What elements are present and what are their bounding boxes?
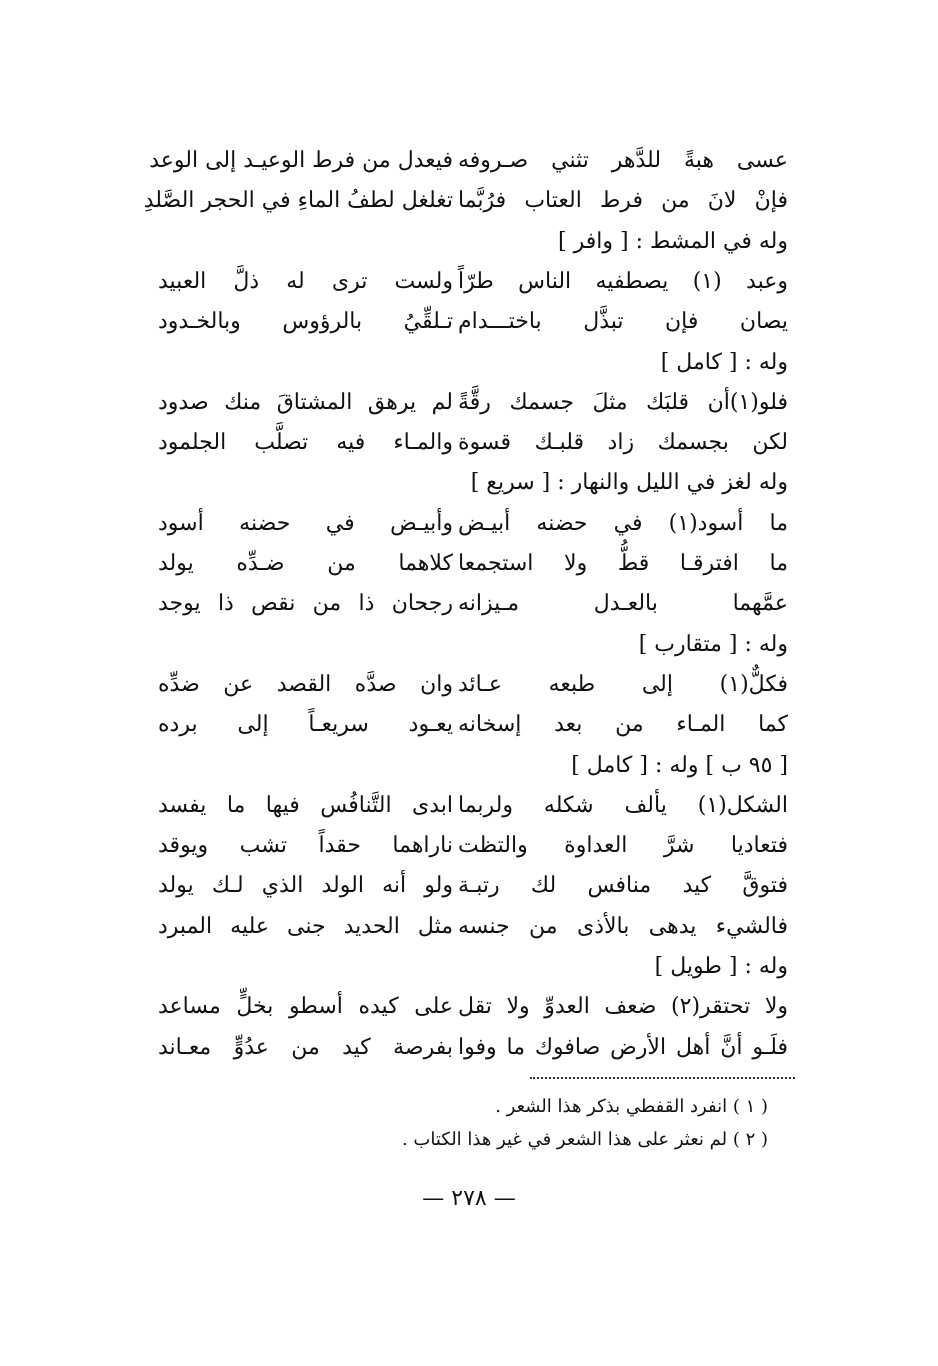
- footnote-2: ( ٢ ) لم نعثر على هذا الشعر في غير هذا الكتاب .: [401, 1129, 768, 1150]
- verse-second-hemistich: لم يرهق المشتاقَ منك صدود: [158, 390, 453, 415]
- verse-first-hemistich: فلو(١)أن قلبَك مثلَ جسمك رقَّةً: [458, 390, 788, 415]
- verse-first-hemistich: ما افترقـا قطُّ ولا استجمعا: [458, 551, 788, 576]
- poem-heading: وله : [ متقارب ]: [638, 632, 788, 657]
- poem-heading: وله في المشط : [ وافر ]: [558, 229, 788, 254]
- verse-first-hemistich: فالشيء يدهى بالأذى من جنسه: [458, 914, 788, 939]
- page-number: — ٢٧٨ —: [422, 1186, 516, 1211]
- verse-first-hemistich: فإنْ لانَ من فرط العتاب فرُبَّما: [458, 188, 788, 213]
- verse-first-hemistich: فلَـو أنَّ أهل الأرض صافوك ما وفوا: [458, 1035, 788, 1060]
- verse-first-hemistich: فتعاديا شرَّ العداوة والتظت: [458, 833, 788, 858]
- poem-heading: [ ٩٥ ب ] وله : [ كامل ]: [571, 753, 788, 778]
- footnote-1: ( ١ ) انفرد القفطي بذكر هذا الشعر .: [495, 1096, 768, 1117]
- footnote-separator: [530, 1077, 795, 1079]
- verse-first-hemistich: ما أسود(١) في حضنه أبيـض: [458, 511, 788, 536]
- verse-first-hemistich: لكن بجسمك زاد قلبـك قسوة: [458, 430, 788, 455]
- verse-first-hemistich: فكلٌّ(١) إلى طبعه عـائد: [458, 672, 788, 697]
- verse-second-hemistich: مثل الحديد جنى عليه المبرد: [158, 914, 453, 939]
- verse-first-hemistich: الشكل(١) يألف شكله ولربما: [458, 793, 788, 818]
- verse-second-hemistich: ولو أنه الولد الذي لـك يولد: [158, 873, 453, 898]
- verse-second-hemistich: بفرصة كيد من عدُوٍّ معـاند: [158, 1035, 453, 1060]
- verse-second-hemistich: فيعدل من فرط الوعيـد إلى الوعد: [149, 148, 453, 173]
- verse-first-hemistich: فتوقَّ كيد منافس لك رتبـة: [458, 873, 788, 898]
- poem-heading: وله : [ كامل ]: [660, 350, 788, 375]
- verse-first-hemistich: عمَّهما بالعـدل مـيزانه: [458, 591, 788, 616]
- verse-second-hemistich: تـلقِّيُ بالرؤوس وبالخـدود: [158, 309, 453, 334]
- verse-second-hemistich: رجحان ذا من نقص ذا يوجد: [158, 591, 453, 616]
- verse-second-hemistich: ناراهما حقداً تشب ويوقد: [158, 833, 453, 858]
- verse-first-hemistich: عسى هبةً للدَّهر تثني صـروفه: [458, 148, 788, 173]
- poem-heading: وله لغز في الليل والنهار : [ سريع ]: [470, 470, 788, 495]
- verse-second-hemistich: ابدى التَّنافُس فيها ما يفسد: [158, 793, 453, 818]
- verse-second-hemistich: والمـاء فيه تصلَّب الجلمود: [158, 430, 453, 455]
- verse-first-hemistich: كما المـاء من بعد إسخانه: [458, 712, 788, 737]
- verse-second-hemistich: ولست ترى له ذلَّ العبيد: [158, 269, 453, 294]
- verse-first-hemistich: يصان فإن تبذَّل باختـــدام: [458, 309, 788, 334]
- verse-second-hemistich: وأبيـض في حضنه أسود: [158, 511, 453, 536]
- verse-second-hemistich: وان صدَّه القصد عن ضدِّه: [158, 672, 453, 697]
- verse-second-hemistich: على كيده أسطو بخلٍّ مساعد: [158, 994, 453, 1019]
- verse-second-hemistich: تغلغل لطفُ الماءِ في الحجر الصَّلدِ: [143, 188, 453, 213]
- verse-first-hemistich: ولا تحتقر(٢) ضعف العدوِّ ولا تقل: [458, 994, 788, 1019]
- verse-second-hemistich: يعـود سريعـاً إلى برده: [158, 712, 453, 737]
- verse-first-hemistich: وعبد (١) يصطفيه الناس طرّاً: [458, 269, 788, 294]
- poem-heading: وله : [ طويل ]: [654, 954, 788, 979]
- verse-second-hemistich: كلاهما من ضـدِّه يولد: [158, 551, 453, 576]
